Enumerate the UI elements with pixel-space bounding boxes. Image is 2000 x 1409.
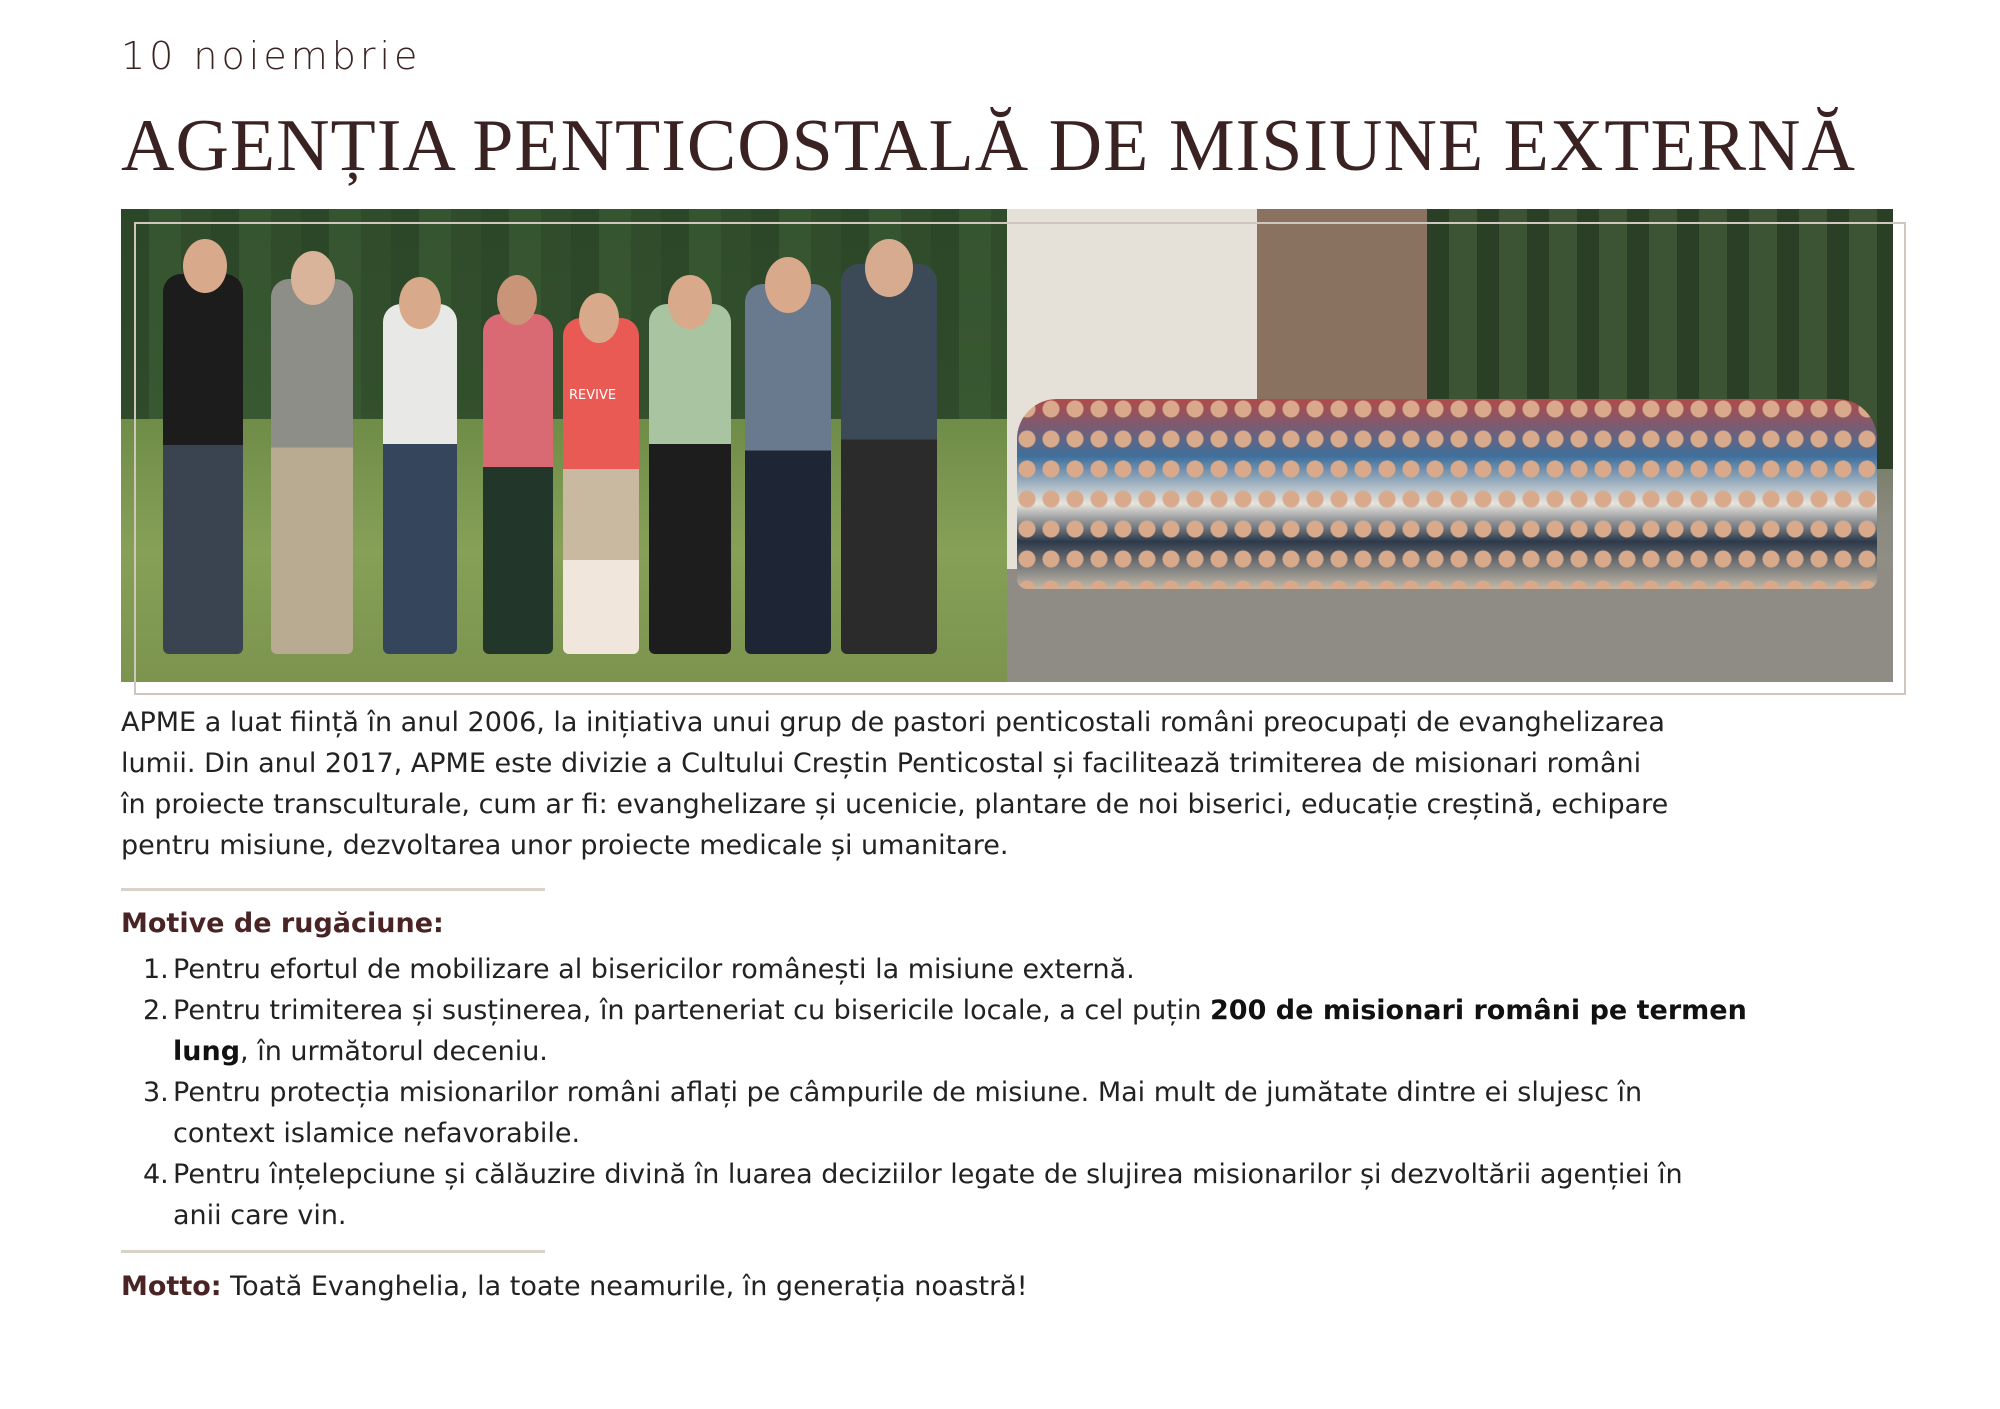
shirt-text: REVIVE: [569, 388, 617, 403]
prayer-heading: Motive de rugăciune:: [121, 908, 444, 939]
item-text: Pentru protecția misionarilor români aflați pe câmpurile de misiune. Mai mult de jumătate dintre ei slujesc în: [173, 1077, 1643, 1108]
item-text: Pentru trimiterea și susținerea, în parteneriat cu bisericile locale, a cel puțin: [173, 995, 1211, 1026]
person-head: [579, 293, 619, 343]
section-divider: [121, 888, 545, 891]
item-number: 1.: [143, 954, 169, 985]
prayer-item: [121, 1072, 1911, 1154]
intro-line: lumii. Din anul 2017, APME este divizie a Cultului Creștin Penticostal și facilitează trimiterea de misionari români: [121, 748, 1642, 779]
prayer-item: [121, 990, 1911, 1072]
person-head: [497, 275, 537, 325]
person-figure: [383, 304, 457, 654]
group-photo: [1007, 209, 1893, 682]
prayer-item: [121, 1154, 1911, 1236]
person-figure: [483, 314, 553, 654]
item-number: 2.: [143, 995, 169, 1026]
item-number: 3.: [143, 1077, 169, 1108]
motto-text: Toată Evanghelia, la toate neamurile, în generația noastră!: [221, 1271, 1028, 1302]
item-bold-text: lung: [173, 1036, 241, 1067]
person-head: [291, 251, 335, 305]
person-figure: [563, 318, 639, 654]
leadership-team-photo: [121, 209, 1007, 682]
item-number: 4.: [143, 1159, 169, 1190]
item-text: context islamice nefavorabile.: [173, 1118, 581, 1149]
intro-line: pentru misiune, dezvoltarea unor proiecte medicale și umanitare.: [121, 830, 1009, 861]
person-head: [668, 275, 712, 329]
page-date: 10 noiembrie: [121, 34, 422, 78]
intro-line: în proiecte transculturale, cum ar fi: evanghelizare și ucenicie, plantare de noi biserici, educație creștină, echipare: [121, 789, 1669, 820]
item-text: , în următorul deceniu.: [240, 1036, 548, 1067]
motto-label: Motto:: [121, 1271, 222, 1302]
person-head: [183, 239, 227, 293]
intro-paragraph: [121, 702, 1911, 866]
person-figure: [271, 279, 353, 654]
crowd-of-people: [1017, 399, 1877, 589]
person-head: [765, 257, 811, 313]
page-title: AGENȚIA PENTICOSTALĂ DE MISIUNE EXTERNĂ: [121, 105, 1856, 187]
item-text: Pentru efortul de mobilizare al bisericilor românești la misiune externă.: [173, 954, 1135, 985]
person-head: [399, 277, 441, 329]
item-text: anii care vin.: [173, 1200, 347, 1231]
motto-line: [121, 1271, 1028, 1302]
prayer-item: [121, 949, 1911, 990]
photo-collage: [121, 209, 1893, 682]
person-figure: [841, 264, 937, 654]
prayer-list: [121, 949, 1911, 1236]
person-figure: [745, 284, 831, 654]
section-divider: [121, 1250, 545, 1253]
item-text: Pentru înțelepciune și călăuzire divină în luarea deciziilor legate de slujirea misionarilor și dezvoltării agenției în: [173, 1159, 1683, 1190]
person-figure: [163, 274, 243, 654]
item-bold-text: 200 de misionari români pe termen: [1210, 995, 1747, 1026]
person-figure: [649, 304, 731, 654]
intro-line: APME a luat ființă în anul 2006, la inițiativa unui grup de pastori penticostali români preocupați de evanghelizarea: [121, 707, 1665, 738]
person-head: [865, 239, 913, 297]
